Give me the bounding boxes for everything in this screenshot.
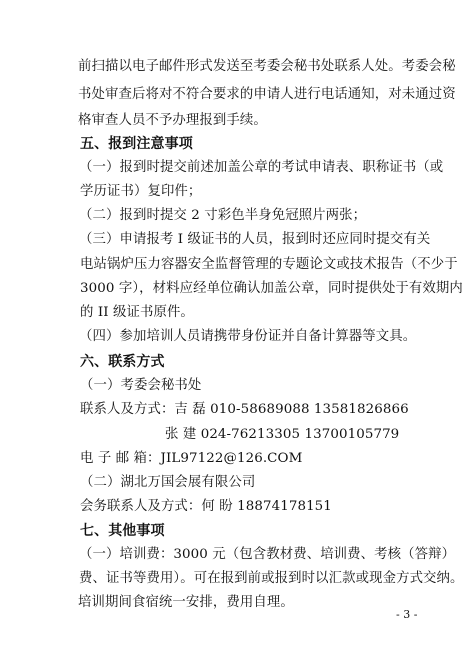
paragraph-line: 书处审查后将对不符合要求的申请人进行电话通知，对未通过资 — [78, 87, 456, 102]
paragraph-line: （二）报到时提交 2 寸彩色半身免冠照片两张； — [79, 208, 367, 223]
email-line: 电 子 邮 箱：JIL97122@126.COM — [80, 451, 303, 466]
paragraph-line: 费、证书等费用）。可在报到前或报到时以汇款或现金方式交纳。 — [79, 571, 464, 586]
paragraph-line: 培训期间食宿统一安排，费用自理。 — [78, 595, 294, 610]
section-heading: 六、联系方式 — [80, 354, 165, 370]
paragraph-line: （一）报到时提交前述加盖公章的考试申请表、职称证书（或 — [79, 160, 444, 175]
contact-line: 会务联系人及方式：何 盼 18874178151 — [80, 499, 332, 514]
paragraph-line: （二）湖北万国会展有限公司 — [80, 475, 256, 490]
paragraph-line: 3000 字），材料应经单位确认加盖公章，同时提供处于有效期内 — [80, 281, 463, 296]
paragraph-line: （三）申请报考 I 级证书的人员，报到时还应同时提交有关 — [79, 232, 431, 247]
section-heading: 五、报到注意事项 — [80, 136, 193, 152]
contact-line: 联系人及方式：吉 磊 010-58689088 13581826866 — [80, 402, 409, 417]
paragraph-line: 前扫描以电子邮件形式发送至考委会秘书处联系人处。考委会秘 — [78, 59, 456, 74]
paragraph-line: 格审查人员不予办理报到手续。 — [78, 113, 267, 128]
page-number: - 3 - — [396, 608, 418, 621]
contact-line: 张 建 024-76213305 13700105779 — [165, 427, 400, 442]
paragraph-line: （四）参加培训人员请携带身份证并自备计算器等文具。 — [79, 329, 417, 344]
paragraph-line: 学历证书）复印件； — [80, 184, 202, 199]
paragraph-line: 电站锅炉压力容器安全监督管理的专题论文或技术报告（不少于 — [80, 257, 458, 272]
paragraph-line: （一）培训费：3000 元（包含教材费、培训费、考核（答辩） — [79, 547, 456, 562]
paragraph-line: （一）考委会秘书处 — [80, 378, 202, 393]
paragraph-line: 的 II 级证书原件。 — [80, 305, 194, 320]
section-heading: 七、其他事项 — [80, 523, 165, 539]
